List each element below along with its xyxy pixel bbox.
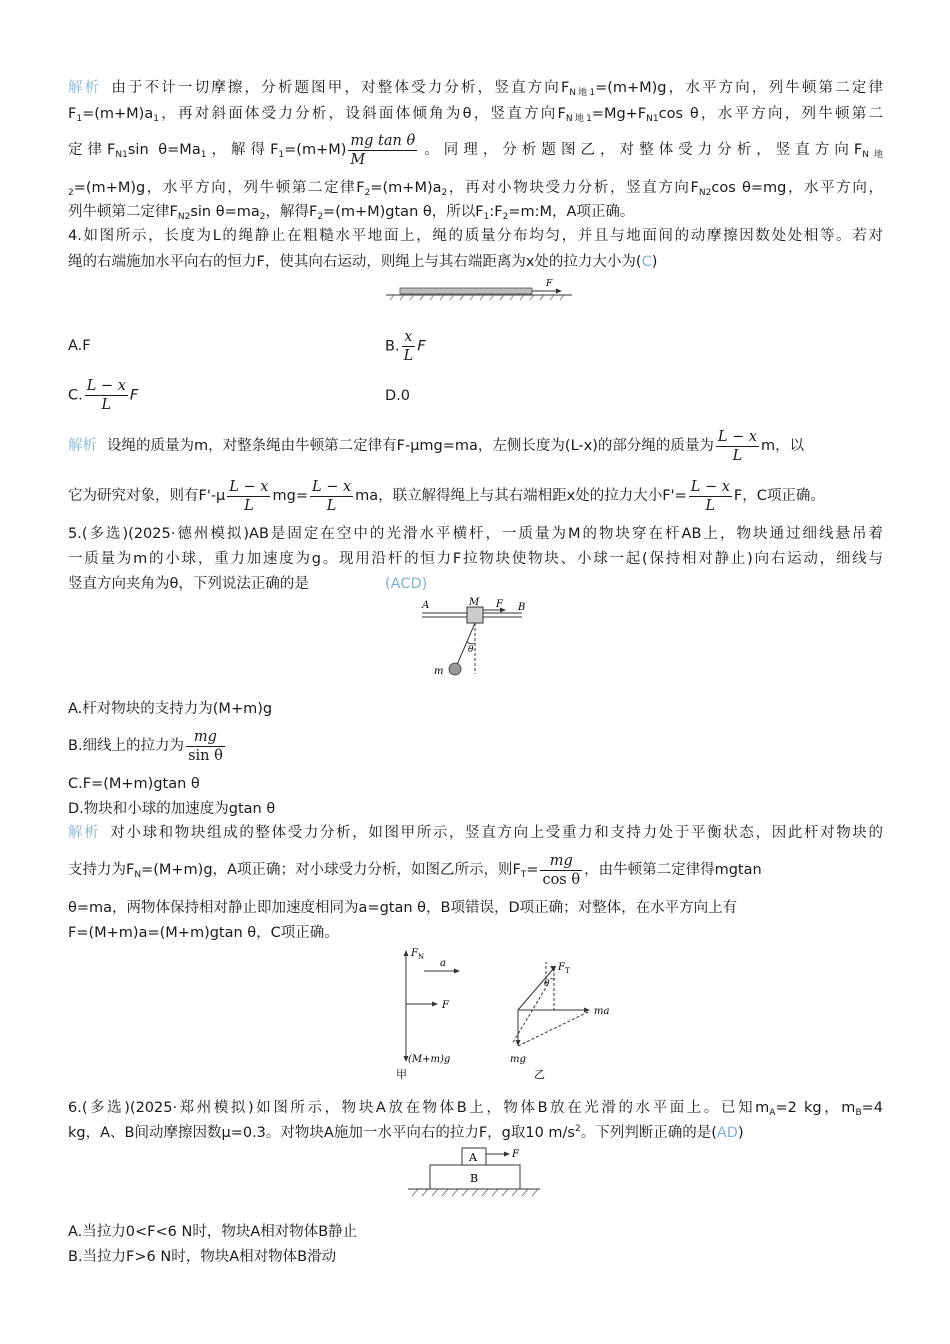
- q5-option-a: A.杆对物块的支持力为(M+m)g: [68, 701, 273, 717]
- diagram-jia: [396, 948, 460, 1081]
- q5-analysis-line-4: F=(M+m)a=(M+m)gtan θ，C项正确。: [68, 925, 339, 941]
- svg-text:M: M: [469, 597, 480, 608]
- svg-text:ma: ma: [594, 1006, 610, 1017]
- svg-text:A: A: [469, 1151, 477, 1164]
- svg-text:mg: mg: [510, 1054, 526, 1065]
- force-label: F: [546, 279, 553, 289]
- svg-text:B: B: [518, 602, 526, 613]
- fraction: $\frac{\text{mg tan θ}}{M}$: [350, 132, 416, 168]
- q6-stem-line-1: 6.(多选)(2025·郑州模拟)如图所示，物块A放在物体B上，物体B放在光滑的水平面上。已知$m_A=2$ kg，$m_B=4$: [68, 1100, 883, 1118]
- svg-text:a: a: [440, 958, 446, 969]
- rope-figure: [386, 278, 572, 300]
- q4-analysis-line-1: 解析 设绳的质量为m，对整条绳由牛顿第二定律有F-μmg=ma，左侧长度为(L-x)的部分绳的质量为 $\frac{L - x}{L}$ m，以: [68, 428, 805, 464]
- svg-text:F: F: [496, 599, 503, 610]
- q4-stem-line-1: 4.如图所示，长度为L的绳静止在粗糙水平地面上，绳的质量分布均匀，并且与地面间的动摩擦因数处处相等。若对: [68, 228, 883, 244]
- svg-text:F: F: [442, 1000, 449, 1011]
- q5-analysis-line-3: θ=ma，两物体保持相对静止即加速度相同为a=gtan θ，B项错误，D项正确；对整体，在水平方向上有: [68, 900, 738, 916]
- q5-stem-line-3: 竖直方向夹角为θ，下列说法正确的是: [68, 576, 309, 592]
- svg-text:FN: $F_N$: [411, 948, 425, 961]
- q4-stem-line-2: 绳的右端施加水平向右的恒力F，使其向右运动，则绳上与其右端距离为x处的拉力大小为(C): [68, 254, 658, 270]
- q4-option-c: C. $\frac{L - x}{L}$ F: [68, 378, 139, 413]
- answer: AD: [716, 1125, 738, 1141]
- q4-option-a: A.F: [68, 338, 91, 354]
- q5-option-b: B.细线上的拉力为 $\frac{mg}{\text{sin θ}}$: [68, 728, 223, 764]
- blocks-figure: [408, 1146, 544, 1198]
- svg-text:A: A: [422, 600, 430, 611]
- q3-analysis-line-3: 定律$F_{N1}\sin$ $\theta=Ma_1$，解得$F_1=(m+M)$ $\frac{\text{mg tan θ}}{M}$ 。同理，分析题图乙，对整体受力分析，竖直方向$F_{N地}$: [68, 132, 884, 168]
- q6-stem-line-2: kg，A、B间动摩擦因数μ=0.3。对物块A施加一水平向右的拉力F，g取10 $m/s^2$。下列判断正确的是(AD): [68, 1124, 744, 1141]
- q5-analysis-line-1: 解析 对小球和物块组成的整体受力分析，如图甲所示，竖直方向上受重力和支持力处于平衡状态，因此杆对物块的: [68, 825, 883, 841]
- q3-analysis-line-4: $_2$=(m+M)g，水平方向，列牛顿第二定律$F_2=(m+M)a_2$，再对小物块受力分析，竖直方向$F_{N2}\cos$ θ=mg，水平方向，: [68, 180, 884, 198]
- answer: (ACD): [385, 576, 428, 592]
- q5-stem-line-2: 一质量为m的小球，重力加速度为g。现用沿杆的恒力F拉物块使物块、小球一起(保持相对静止)向右运动，细线与: [68, 551, 883, 567]
- diagram-yi-forces: [508, 962, 618, 1082]
- svg-text:θ: θ: [468, 645, 474, 655]
- q3-analysis-line-1: 解析 由于不计一切摩擦，分析题图甲，对整体受力分析，竖直方向$F_{N地1}=(m+M)g$，水平方向，列牛顿第二定律: [68, 80, 884, 98]
- svg-text:甲: 甲: [396, 1068, 407, 1081]
- answer: C: [641, 254, 652, 270]
- q5-stem-line-1: 5.(多选)(2025·德州模拟)AB是固定在空中的光滑水平横杆，一质量为M的物块穿在杆AB上，物块通过细线悬吊着: [68, 526, 883, 542]
- q6-option-b: B.当拉力F>6 N时，物块A相对物体B滑动: [68, 1249, 337, 1265]
- q4-option-d: D.0: [385, 388, 410, 404]
- q5-option-d: D.物块和小球的加速度为gtan θ: [68, 801, 276, 817]
- q3-analysis-line-2: $F_1=(m+M)a_1$，再对斜面体受力分析，设斜面体倾角为θ，竖直方向$F_{N地1}=Mg+F_{N1}\cos$ θ，水平方向，列牛顿第二: [68, 106, 883, 124]
- q5-option-c: C.F=(M+m)gtan θ: [68, 776, 200, 792]
- svg-text:θ: θ: [544, 979, 550, 989]
- svg-text:FT: $F_T$: [558, 962, 570, 975]
- q3-analysis-line-5: 列牛顿第二定律$F_{N2}\sin$ $\theta=ma_2$，解得$F_2=(m+M)gtan$ θ，所以$F_1:F_2=m:M$，A项正确。: [68, 204, 635, 222]
- svg-text:(M+m)g: (M+m)g: [408, 1054, 451, 1065]
- q5-analysis-line-2: 支持力为$F_N=(M+m)g$，A项正确；对小球受力分析，如图乙所示，则$F_T=$ $\frac{mg}{\text{cos θ}}$ ，由牛顿第二定律得mgtan: [68, 852, 762, 888]
- q6-option-a: A.当拉力0<F<6 N时，物块A相对物体B静止: [68, 1224, 358, 1240]
- q4-analysis-line-2: 它为研究对象，则有F'-μ $\frac{L - x}{L}$ mg= $\frac{L - x}{L}$ ma，联立解得绳上与其右端相距x处的拉力大小F'= $\frac{L - x}{L}$ F，C项正确。: [68, 478, 825, 514]
- svg-text:乙: 乙: [534, 1068, 545, 1081]
- svg-text:B: B: [470, 1172, 479, 1185]
- rod-block-figure: [422, 596, 526, 676]
- svg-text:m: m: [434, 666, 444, 677]
- svg-text:F: F: [512, 1149, 519, 1160]
- analysis-tag: 解析: [68, 80, 102, 96]
- q4-option-b: B. $\frac{x}{L}$ F: [385, 329, 426, 364]
